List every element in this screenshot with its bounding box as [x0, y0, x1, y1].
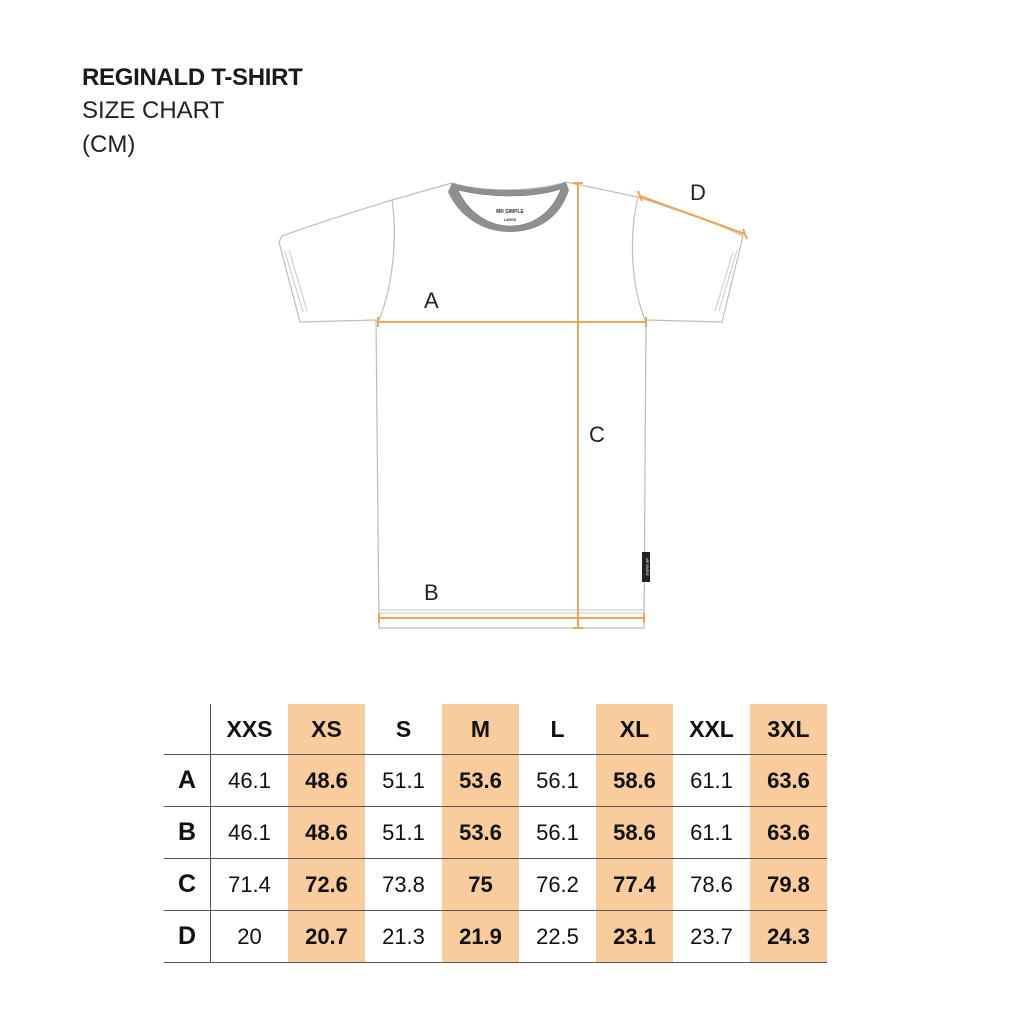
table-cell: 23.1: [596, 911, 673, 963]
size-header-xxl: XXL: [673, 704, 750, 755]
table-cell: 63.6: [750, 755, 827, 807]
table-cell: 24.3: [750, 911, 827, 963]
table-cell: 48.6: [288, 807, 365, 859]
table-cell: 22.5: [519, 911, 596, 963]
table-cell: 48.6: [288, 755, 365, 807]
table-cell: 77.4: [596, 859, 673, 911]
table-cell: 46.1: [211, 755, 289, 807]
table-cell: 72.6: [288, 859, 365, 911]
table-cell: 20.7: [288, 911, 365, 963]
label-b: B: [424, 580, 439, 605]
table-cell: 46.1: [211, 807, 289, 859]
row-label: A: [164, 755, 211, 807]
table-cell: 75: [442, 859, 519, 911]
table-cell: 71.4: [211, 859, 289, 911]
table-cell: 20: [211, 911, 289, 963]
side-tag-text: MR SIMPLE: [645, 558, 649, 576]
size-header-s: S: [365, 704, 442, 755]
table-row: [164, 755, 827, 807]
table-cell: 51.1: [365, 755, 442, 807]
table-row: [164, 859, 827, 911]
table-cell: 61.1: [673, 807, 750, 859]
table-corner: [164, 704, 211, 755]
row-label: D: [164, 911, 211, 963]
size-header-xxs: XXS: [211, 704, 289, 755]
table-cell: 73.8: [365, 859, 442, 911]
table-cell: 63.6: [750, 807, 827, 859]
size-table-body: [164, 755, 827, 963]
table-cell: 79.8: [750, 859, 827, 911]
table-cell: 58.6: [596, 807, 673, 859]
table-cell: 56.1: [519, 755, 596, 807]
size-header-l: L: [519, 704, 596, 755]
table-cell: 21.9: [442, 911, 519, 963]
row-label: C: [164, 859, 211, 911]
unit-label: (CM): [82, 131, 136, 158]
size-header-m: M: [442, 704, 519, 755]
side-tag: [642, 552, 650, 582]
size-header-xl: XL: [596, 704, 673, 755]
table-cell: 61.1: [673, 755, 750, 807]
row-label: B: [164, 807, 211, 859]
table-cell: 58.6: [596, 755, 673, 807]
neck-label-size: LARGE: [503, 218, 517, 222]
label-c: C: [589, 422, 605, 447]
size-header-row: [164, 704, 827, 755]
table-cell: 76.2: [519, 859, 596, 911]
table-row: [164, 911, 827, 963]
table-cell: 53.6: [442, 807, 519, 859]
table-row: [164, 807, 827, 859]
neck-label-brand: MR SIMPLE: [496, 209, 524, 215]
product-title: REGINALD T-SHIRT: [82, 64, 303, 91]
chart-subtitle: SIZE CHART: [82, 97, 225, 124]
table-cell: 56.1: [519, 807, 596, 859]
table-cell: 21.3: [365, 911, 442, 963]
tshirt-outline: [279, 182, 743, 628]
size-header-xs: XS: [288, 704, 365, 755]
table-cell: 23.7: [673, 911, 750, 963]
table-cell: 51.1: [365, 807, 442, 859]
label-d: D: [690, 180, 706, 205]
size-header-3xl: 3XL: [750, 704, 827, 755]
table-cell: 78.6: [673, 859, 750, 911]
label-a: A: [424, 288, 439, 313]
table-cell: 53.6: [442, 755, 519, 807]
size-table: [164, 704, 827, 963]
